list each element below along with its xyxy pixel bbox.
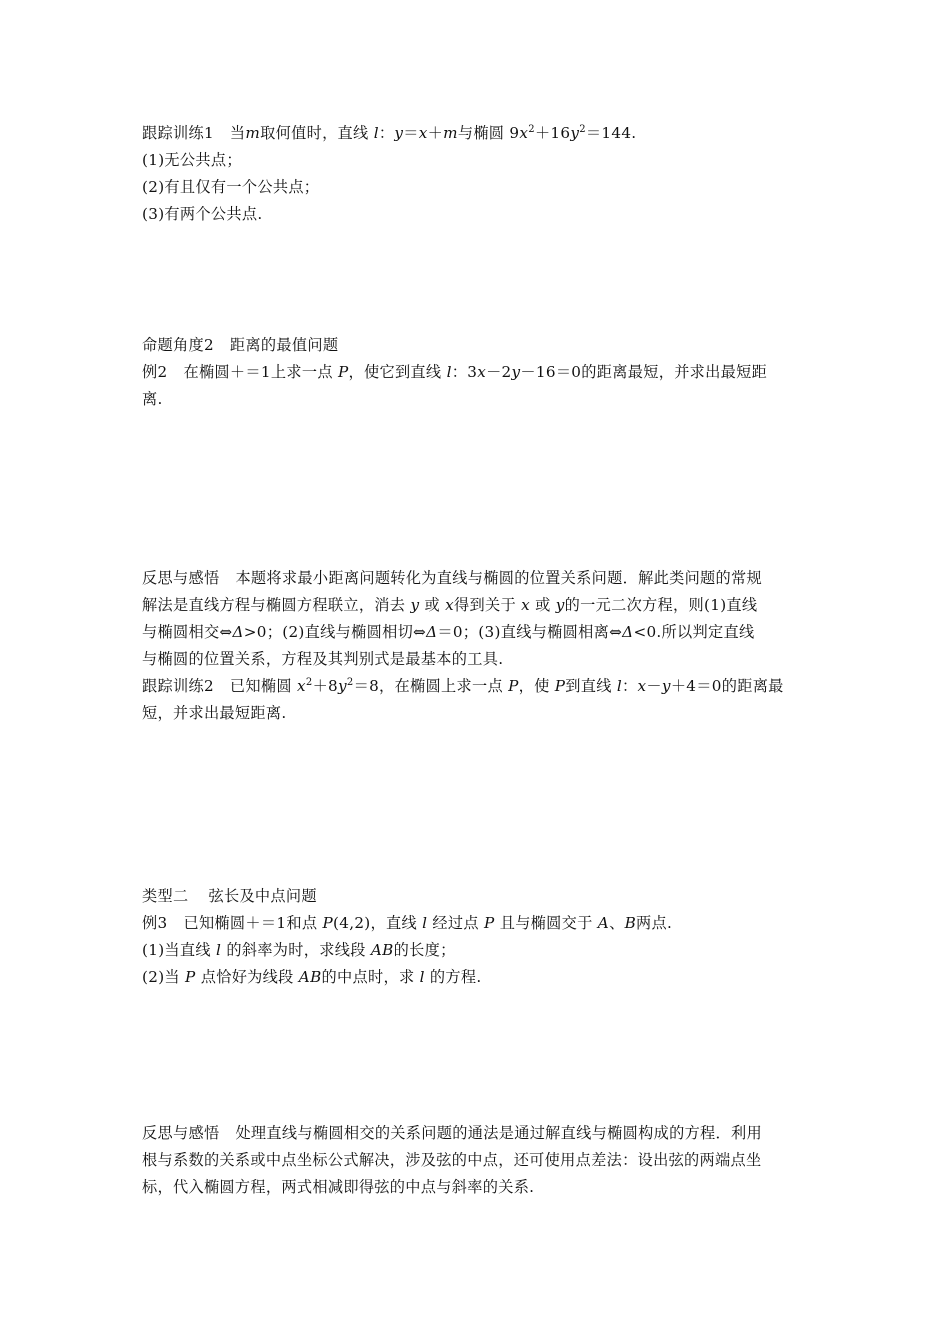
example-3-question: 例3 已知椭圆＋＝1和点 P(4,2)，直线 l 经过点 P 且与椭圆交于 A、B两点.	[142, 914, 673, 932]
reflection-1-line-2: 解法是直线方程与椭圆方程联立，消去 y 或 x得到关于 x 或 y的一元二次方程，则(1)直线	[142, 596, 758, 614]
track-training-1-item-3: (3)有两个公共点.	[142, 205, 263, 223]
example-3-item-1: (1)当直线 l 的斜率为时，求线段 AB的长度；	[142, 941, 456, 959]
reflection-1-line-4: 与椭圆的位置关系，方程及其判别式是最基本的工具.	[142, 650, 504, 668]
reflection-2-line-3: 标，代入椭圆方程，两式相减即得弦的中点与斜率的关系.	[142, 1178, 535, 1196]
track-training-1-item-1: (1)无公共点；	[142, 151, 242, 169]
reflection-2-line-1: 反思与感悟 处理直线与椭圆相交的关系问题的通法是通过解直线与椭圆构成的方程．利用	[142, 1124, 763, 1142]
reflection-1-line-3: 与椭圆相交⇔Δ>0；(2)直线与椭圆相切⇔Δ＝0；(3)直线与椭圆相离⇔Δ<0.所以判定直线	[142, 623, 755, 641]
reflection-2-line-2: 根与系数的关系或中点坐标公式解决，涉及弦的中点，还可使用点差法：设出弦的两端点坐	[142, 1151, 762, 1169]
track-training-2-question-cont: 短，并求出最短距离.	[142, 704, 287, 722]
section-heading-angle-2: 命题角度2 距离的最值问题	[142, 336, 339, 354]
example-2-question-cont: 离.	[142, 390, 163, 408]
example-3-heading: 例3	[142, 914, 168, 932]
example-2-question: 例2 在椭圆＋＝1上求一点 P，使它到直线 l：3x－2y－16＝0的距离最短，并求出最短距	[142, 363, 768, 381]
track-training-2-question: 跟踪训练2 已知椭圆 $x^2+8y^2=8$，在椭圆上求一点 P，使 P到直线 l：x－y＋4＝0的距离最	[142, 677, 784, 695]
reflection-1-line-1: 反思与感悟 本题将求最小距离问题转化为直线与椭圆的位置关系问题．解此类问题的常规	[142, 569, 763, 587]
track-training-2-heading: 跟踪训练2	[142, 677, 214, 695]
example-3-item-2: (2)当 P 点恰好为线段 AB的中点时，求 l 的方程.	[142, 968, 482, 986]
example-2-heading: 例2	[142, 363, 168, 381]
section-heading-type-2: 类型二 弦长及中点问题	[142, 887, 317, 905]
reflection-1-heading: 反思与感悟	[142, 569, 220, 587]
track-training-1-item-2: (2)有且仅有一个公共点；	[142, 178, 320, 196]
track-training-1-heading: 跟踪训练1	[142, 124, 214, 142]
track-training-1-question: 跟踪训练1 当m取何值时，直线 l：y＝x＋m与椭圆 $9x^2+16y^2=144$.	[142, 124, 637, 142]
reflection-2-heading: 反思与感悟	[142, 1124, 220, 1142]
